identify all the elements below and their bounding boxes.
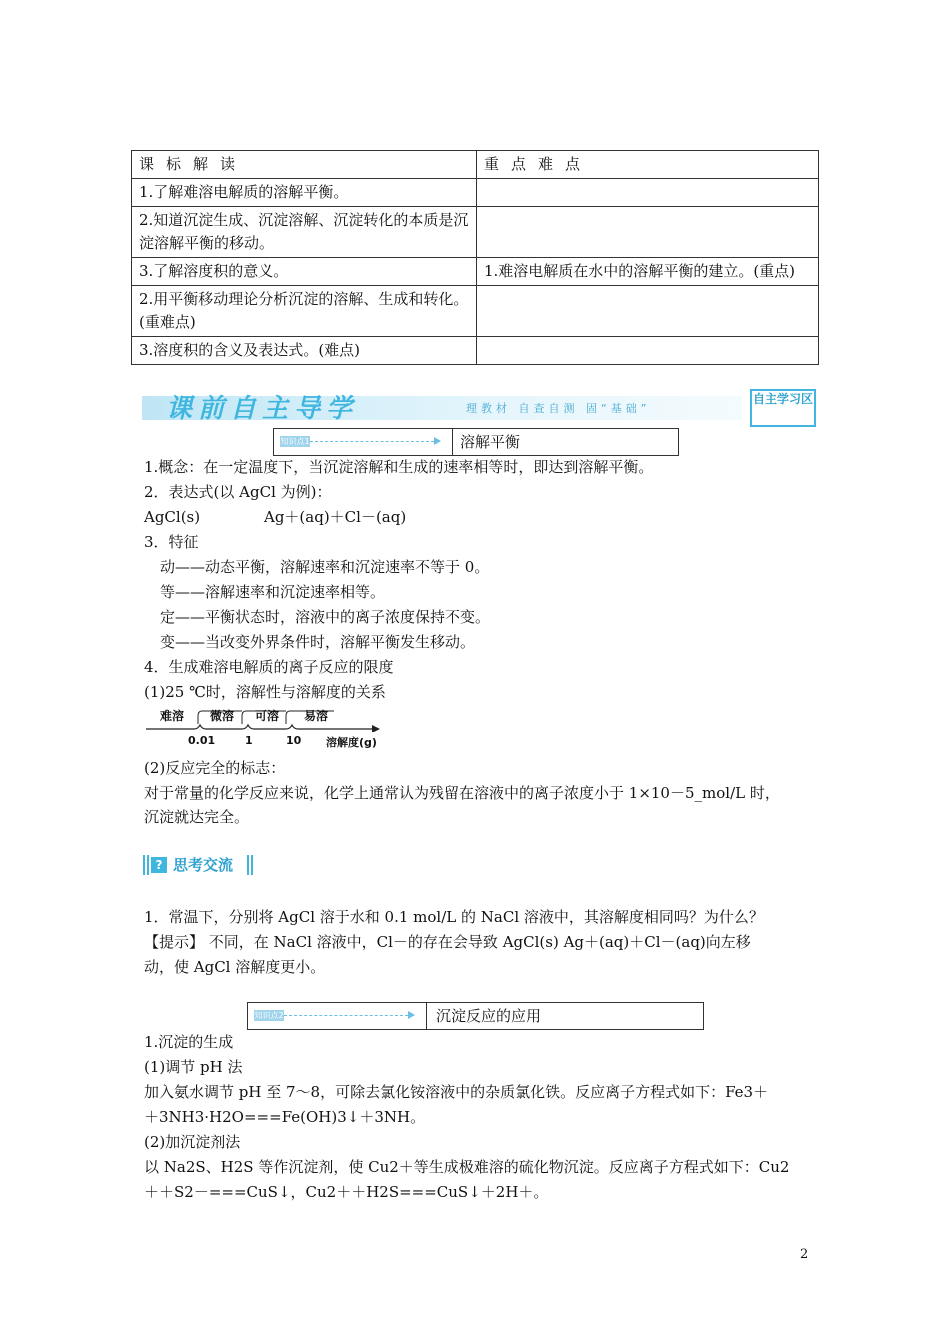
concept-line: 1.概念：在一定温度下，当沉淀溶解和生成的速率相等时，即达到溶解平衡。 [144, 458, 654, 476]
precipitant-method-text: 以 Na2S、H2S 等作沉淀剂，使 Cu2＋等生成极难溶的硫化物沉淀。反应离子方程式如下：Cu2 [144, 1158, 790, 1176]
table-row [132, 337, 819, 365]
hint-line-2: 动，使 AgCl 溶解度更小。 [144, 958, 326, 976]
expression-heading: 2．表达式(以 AgCl 为例)： [144, 483, 332, 501]
table-cell: 3.溶度积的含义及表达式。(难点) [132, 337, 477, 365]
heading-bar [247, 855, 249, 875]
feature-fixed: 定——平衡状态时，溶液中的离子浓度保持不变。 [160, 608, 491, 626]
table-cell: 1.难溶电解质在水中的溶解平衡的建立。(重点) [477, 258, 819, 286]
heading-bar [251, 855, 253, 875]
question-1: 1．常温下，分别将 AgCl 溶于水和 0.1 mol/L 的 NaCl 溶液中，其溶解度相同吗？为什么？ [144, 908, 764, 926]
complete-mark-text-2: 沉淀就达完全。 [144, 808, 250, 826]
question-icon: ? [151, 857, 167, 873]
segment-slightly-soluble: 微溶 [209, 709, 234, 723]
section-banner [142, 386, 816, 428]
table-cell: 2.知道沉淀生成、沉淀溶解、沉淀转化的本质是沉淀溶解平衡的移动。 [132, 207, 477, 258]
table-cell: 2.用平衡移动理论分析沉淀的溶解、生成和转化。(重难点) [132, 286, 477, 337]
feature-change: 变——当改变外界条件时，溶解平衡发生移动。 [160, 633, 476, 651]
arrow-head-icon [408, 1011, 415, 1019]
complete-mark-heading: (2)反应完全的标志： [144, 759, 286, 777]
features-heading: 3．特征 [144, 533, 199, 551]
study-zone-badge: 自主学习区 [750, 389, 816, 427]
page-number: 2 [800, 1247, 809, 1262]
objectives-table [131, 150, 819, 365]
table-cell [477, 179, 819, 207]
table-cell [477, 286, 819, 337]
table-cell [477, 207, 819, 258]
table-row [132, 286, 819, 337]
precipitant-method-equation: ＋＋S2－===CuS↓，Cu2＋＋H2S===CuS↓＋2H＋。 [144, 1183, 549, 1201]
knowledge-point-label: 沉淀反应的应用 [436, 1007, 542, 1025]
dashed-arrow [310, 441, 434, 442]
axis-label: 溶解度(g) [326, 736, 377, 749]
banner-subtitle: 理教材 自查自测 固“基础” [466, 402, 651, 415]
tick-label: 10 [286, 734, 302, 747]
knowledge-point-tag-area [248, 1003, 427, 1029]
solubility-relation: (1)25 ℃时，溶解性与溶解度的关系 [144, 683, 386, 701]
equation-right: Ag＋(aq)＋Cl－(aq) [264, 508, 407, 526]
banner-title: 课前自主导学 [166, 394, 359, 424]
knowledge-point-tag-area [274, 429, 453, 455]
hint-line-1: 【提示】 不同，在 NaCl 溶液中，Cl－的存在会导致 AgCl(s) Ag＋(aq)＋Cl－(aq)向左移 [144, 933, 751, 951]
limit-heading: 4．生成难溶电解质的离子反应的限度 [144, 658, 394, 676]
knowledge-point-box-2 [247, 1002, 704, 1030]
table-row [132, 179, 819, 207]
header-curriculum: 课标解读 [132, 151, 477, 179]
table-row [132, 207, 819, 258]
segment-soluble: 可溶 [254, 709, 279, 723]
tick-label: 0.01 [188, 734, 216, 747]
tick-label: 1 [245, 734, 253, 747]
precipitant-method-heading: (2)加沉淀剂法 [144, 1133, 241, 1151]
segment-insoluble: 难溶 [159, 709, 184, 723]
knowledge-point-label: 溶解平衡 [460, 433, 521, 451]
ph-method-heading: (1)调节 pH 法 [144, 1058, 243, 1076]
precipitation-formation-heading: 1.沉淀的生成 [144, 1033, 234, 1051]
table-row [132, 258, 819, 286]
think-heading-text: 思考交流 [173, 856, 234, 874]
dashed-arrow [284, 1015, 408, 1016]
complete-mark-text: 对于常量的化学反应来说，化学上通常认为残留在溶液中的离子浓度小于 1×10－5_mol/L 时， [144, 784, 780, 802]
table-header-row [132, 151, 819, 179]
segment-very-soluble: 易溶 [303, 709, 328, 723]
knowledge-point-tag: 知识点1 [280, 437, 310, 446]
table-cell [477, 337, 819, 365]
ph-method-text: 加入氨水调节 pH 至 7～8，可除去氯化铵溶液中的杂质氯化铁。反应离子方程式如下：Fe3＋ [144, 1083, 769, 1101]
feature-equal: 等——溶解速率和沉淀速率相等。 [160, 583, 386, 601]
knowledge-point-box-1 [273, 428, 679, 456]
solubility-diagram [144, 708, 384, 752]
heading-bar [143, 855, 145, 875]
feature-dynamic: 动——动态平衡，溶解速率和沉淀速率不等于 0。 [160, 558, 490, 576]
arrow-head-icon [434, 437, 441, 445]
equation-left: AgCl(s) [144, 508, 201, 526]
header-key-points: 重点难点 [477, 151, 819, 179]
ph-method-equation: ＋3NH3·H2O===Fe(OH)3↓＋3NH。 [144, 1108, 426, 1126]
knowledge-point-tag: 知识点2 [254, 1011, 284, 1020]
table-cell: 3.了解溶度积的意义。 [132, 258, 477, 286]
table-cell: 1.了解难溶电解质的溶解平衡。 [132, 179, 477, 207]
heading-bar [147, 855, 149, 875]
